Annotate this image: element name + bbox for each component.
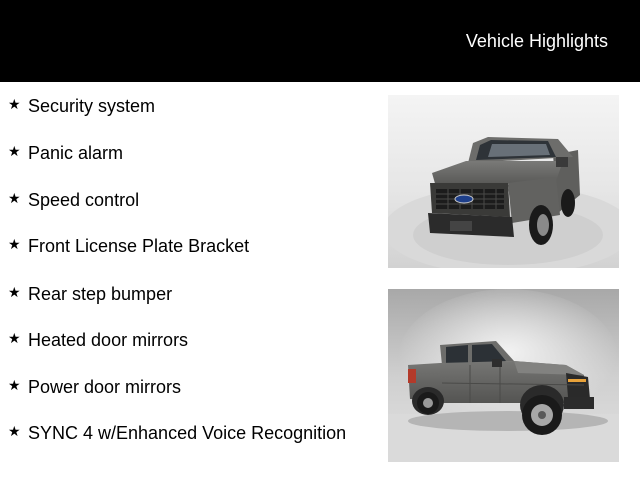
star-icon: ★ [8,331,21,347]
feature-item [8,95,378,117]
feature-item [8,283,378,305]
star-icon: ★ [8,144,21,160]
feature-label: SYNC 4 w/Enhanced Voice Recognition [28,423,347,443]
feature-label: Speed control [28,190,140,210]
star-icon: ★ [8,285,21,301]
page-title: Vehicle Highlights [465,31,608,51]
feature-label: Panic alarm [28,143,124,163]
feature-item [8,189,378,211]
feature-label: Security system [28,96,156,116]
feature-label: Front License Plate Bracket [28,236,250,256]
truck-front-photo [388,95,619,268]
star-icon: ★ [8,191,21,207]
star-icon: ★ [8,237,21,253]
star-icon: ★ [8,97,21,113]
feature-label: Rear step bumper [28,284,173,304]
feature-item [8,376,378,398]
star-icon: ★ [8,378,21,394]
star-icon: ★ [8,424,21,440]
header-bar [0,0,640,82]
feature-label: Power door mirrors [28,377,182,397]
feature-item [8,422,378,444]
feature-label: Heated door mirrors [28,330,189,350]
feature-item [8,142,378,164]
feature-item [8,329,378,351]
feature-item [8,235,378,257]
truck-side-photo [388,289,619,462]
